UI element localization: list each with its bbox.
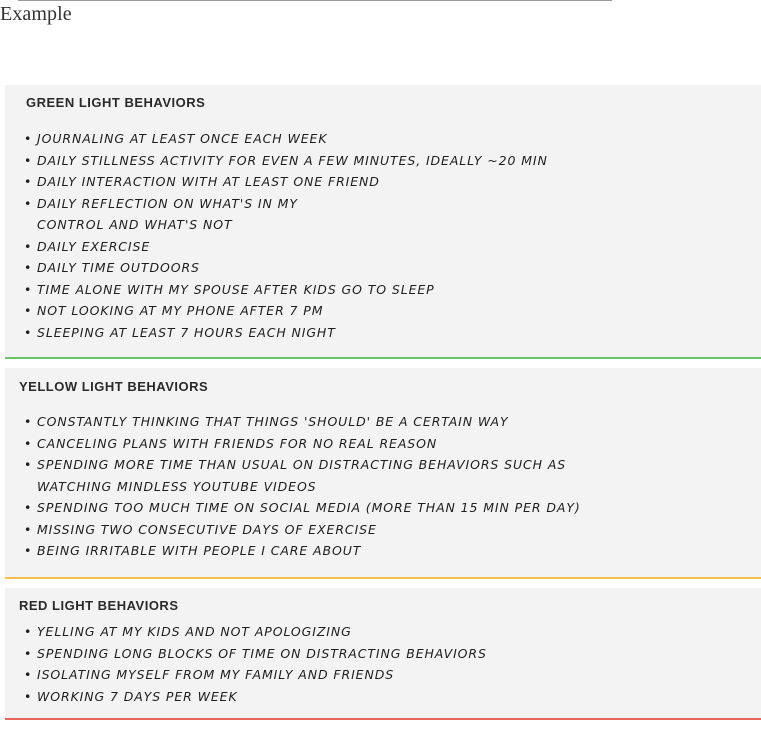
behavior-item [24,300,548,322]
behavior-item [24,128,548,150]
behavior-text: JOURNALING AT LEAST ONCE EACH WEEK [37,131,328,146]
bullet-icon: • [24,645,33,661]
behavior-text: TIME ALONE WITH MY SPOUSE AFTER KIDS GO TO SLEEP [37,281,435,297]
bullet-icon: • [24,543,33,558]
behavior-item [24,540,581,562]
behavior-item [24,236,548,258]
bullet-icon: • [24,667,33,682]
behavior-text: DAILY EXERCISE [37,238,151,254]
behavior-text: YELLING AT MY KIDS AND NOT APOLOGIZING [37,624,352,639]
behavior-item [24,322,548,344]
behavior-text: SLEEPING AT LEAST 7 HOURS EACH NIGHT [37,324,336,340]
red-light-heading: RED LIGHT BEHAVIORS [19,598,179,613]
behavior-text: ISOLATING MYSELF FROM MY FAMILY AND FRIENDS [37,667,395,682]
example-label: Example [0,3,72,25]
behavior-text: WORKING 7 DAYS PER WEEK [37,688,238,704]
behavior-text: SPENDING TOO MUCH TIME ON SOCIAL MEDIA (MORE THAN 15 MIN PER DAY) [37,500,581,515]
behavior-item [24,519,581,541]
behavior-text: CONTROL AND WHAT'S NOT [37,217,233,232]
behavior-item [24,257,548,279]
behavior-text: MISSING TWO CONSECUTIVE DAYS OF EXERCISE [37,521,377,537]
bullet-icon: • [24,624,33,639]
behavior-item [24,150,548,172]
behavior-text: DAILY INTERACTION WITH AT LEAST ONE FRIEND [37,174,380,189]
behavior-text: WATCHING MINDLESS YOUTUBE VIDEOS [37,478,317,494]
behavior-text: DAILY TIME OUTDOORS [37,260,200,275]
behavior-item [24,497,581,519]
behavior-text: BEING IRRITABLE WITH PEOPLE I CARE ABOUT [37,543,362,558]
bullet-icon: • [24,303,33,318]
bullet-icon: • [24,688,33,704]
bullet-icon: • [24,521,33,537]
bullet-icon: • [24,324,33,340]
behavior-item [24,171,548,193]
behavior-text: NOT LOOKING AT MY PHONE AFTER 7 PM [37,303,324,318]
green-light-heading: GREEN LIGHT BEHAVIORS [26,95,206,110]
yellow-light-list [24,411,581,562]
behavior-text: SPENDING LONG BLOCKS OF TIME ON DISTRACTING BEHAVIORS [37,645,487,661]
yellow-light-heading: YELLOW LIGHT BEHAVIORS [19,379,209,394]
green-light-list [24,128,548,343]
red-light-panel [5,588,761,720]
red-light-list [24,621,487,707]
behavior-item [24,643,487,665]
bullet-icon: • [24,238,33,254]
behavior-text: DAILY REFLECTION ON WHAT'S IN MY [37,195,298,211]
bullet-icon: • [24,435,33,451]
green-light-panel [5,85,761,359]
bullet-icon: • [24,152,33,168]
behavior-item [24,433,581,455]
bullet-icon: • [24,281,33,297]
behavior-item [24,193,548,236]
yellow-light-panel [5,368,761,579]
bullet-icon: • [24,414,33,429]
behavior-text: SPENDING MORE TIME THAN USUAL ON DISTRACTING BEHAVIORS SUCH AS [37,457,567,472]
behavior-item [24,621,487,643]
bullet-icon: • [24,457,33,472]
behavior-item [24,664,487,686]
bullet-icon: • [24,500,33,515]
bullet-icon: • [24,131,33,146]
bullet-icon: • [24,174,33,189]
bullet-icon: • [24,195,33,211]
behavior-item [24,279,548,301]
behavior-item [24,686,487,708]
behavior-text: CONSTANTLY THINKING THAT THINGS 'SHOULD' BE A CERTAIN WAY [37,414,509,429]
behavior-item [24,454,581,497]
behavior-text: CANCELING PLANS WITH FRIENDS FOR NO REAL REASON [37,435,438,451]
top-divider [18,0,612,1]
bullet-icon: • [24,260,33,275]
behavior-item [24,411,581,433]
behavior-text: DAILY STILLNESS ACTIVITY FOR EVEN A FEW MINUTES, IDEALLY ~20 MIN [37,152,548,168]
